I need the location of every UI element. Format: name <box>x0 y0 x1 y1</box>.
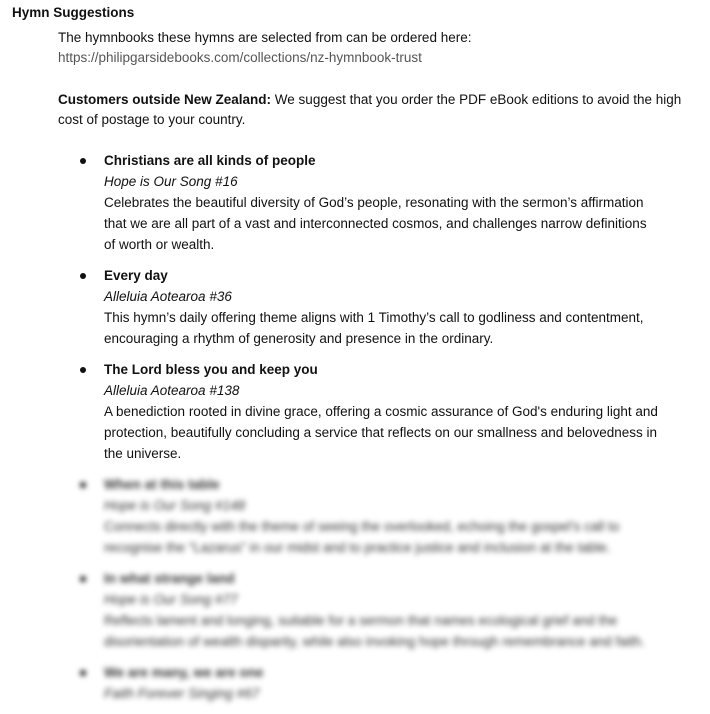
hymn-name: In what strange land <box>104 571 235 586</box>
list-item <box>58 265 658 349</box>
hymn-name: Christians are all kinds of people <box>104 153 316 168</box>
bullet-icon <box>80 158 86 164</box>
customers-label: Customers outside New Zealand: <box>58 92 272 107</box>
list-item <box>58 150 658 255</box>
hymn-name: The Lord bless you and keep you <box>104 362 318 377</box>
bullet-icon <box>80 670 86 676</box>
customers-text: We suggest that you order the PDF eBook editions to avoid the high cost of postage to your country. <box>58 92 682 127</box>
hymn-name: We are many, we are one <box>104 665 264 680</box>
bullet-icon <box>80 576 86 582</box>
section-title: Hymn Suggestions <box>12 5 135 20</box>
hymnbook-link[interactable]: https://philipgarsidebooks.com/collections/nz-hymnbook-trust <box>58 50 422 65</box>
hymn-desc: This hymn’s daily offering theme aligns with 1 Timothy’s call to godliness and contentment, encouraging a rhythm of generosity and presence in the ordinary. <box>104 310 644 346</box>
hymn-book: Alleluia Aotearoa #36 <box>104 289 232 304</box>
customers-note <box>58 90 708 130</box>
hymn-name: When at this table <box>104 477 220 492</box>
hymn-name: Every day <box>104 268 168 283</box>
list-item <box>58 662 658 704</box>
list-item <box>58 359 658 464</box>
hymn-desc: Reflects lament and longing, suitable for a sermon that names ecological grief and the disorientation of wealth disparity, while also invoking hope through remembrance and faith. <box>104 613 645 649</box>
hymn-book: Hope is Our Song #77 <box>104 592 238 607</box>
bullet-icon <box>80 482 86 488</box>
bullet-icon <box>80 273 86 279</box>
hymn-desc: A benediction rooted in divine grace, offering a cosmic assurance of God's enduring light and protection, beautifully concluding a service that reflects on our smallness and belovedness in the universe. <box>104 404 658 461</box>
hymn-book: Hope is Our Song #16 <box>104 174 238 189</box>
bullet-icon <box>80 367 86 373</box>
hymn-book: Hope is Our Song #148 <box>104 498 246 513</box>
hymn-desc: Connects directly with the theme of seeing the overlooked, echoing the gospel’s call to recognise the “Lazarus” in our midst and to practice justice and inclusion at the table. <box>104 519 620 555</box>
list-item <box>58 568 658 652</box>
hymn-desc: Celebrates the beautiful diversity of God’s people, resonating with the sermon’s affirmation that we are all part of a vast and interconnected cosmos, and challenges narrow definitions of worth or wealth. <box>104 195 647 252</box>
intro-text: The hymnbooks these hymns are selected from can be ordered here: <box>58 30 472 45</box>
hymn-list <box>58 150 658 714</box>
hymn-book: Faith Forever Singing #67 <box>104 686 260 701</box>
intro-paragraph <box>58 28 698 68</box>
list-item <box>58 474 658 558</box>
hymn-book: Alleluia Aotearoa #138 <box>104 383 240 398</box>
